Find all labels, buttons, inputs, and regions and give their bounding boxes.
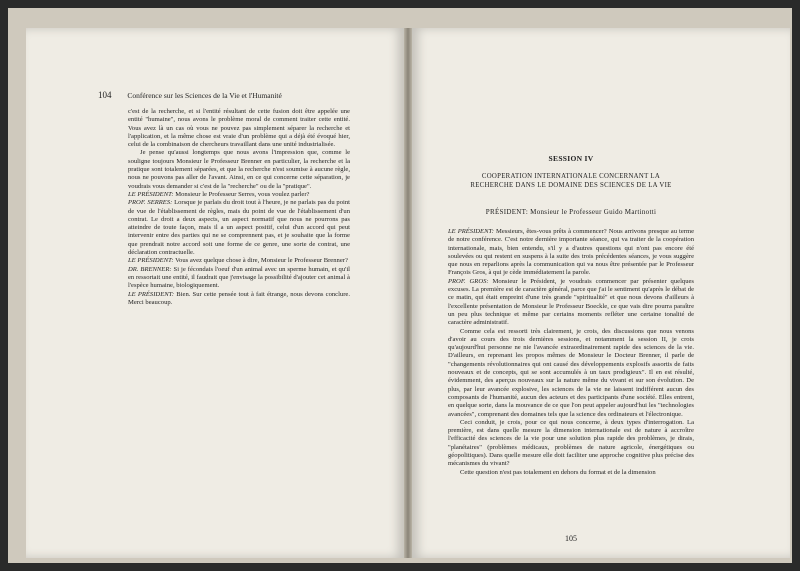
paragraph: Je pense qu'aussi longtemps que nous avons l'impression que, comme le souligne toujours Monsieur le Professeur Brenner en particulier, la recherche et la pratique sont totalement séparées, et que la recherche n'est soumise à aucune règle, nous ne pouvons pas aller de l'avant. Ainsi, en ce qui concerne cette séparation, je voudrais vous demander si c'est de la "recherche" ou de la "pratique".	[128, 149, 350, 190]
session-president: PRÉSIDENT: Monsieur le Professeur Guido Martinotti	[485, 208, 657, 216]
left-page	[26, 28, 404, 558]
page-number-left: 104	[98, 90, 112, 100]
paragraph: Comme cela est ressorti très clairement, je crois, des discussions que nous venons d'avoir au cours des trois dernières sessions, et notamment la session II, je crois qu'aujourd'hui personne ne nie l'avancée extraordinairement rapide des sciences de la vie. D'ailleurs, en reprenant les propos mêmes de Monsieur le Docteur Brenner, il parle de "changements révolutionnaires qui ont causé des développements explosifs assortis de faits nouveaux et de concepts, qui se sont accumulés à un taux prodigieux". Il en est résulté, évidemment, des aperçus nouveaux sur la nature même du vivant et sur son évolution. De plus, par leur avancée explosive, les sciences de la vie ne laissent indifférent aucun des composants de l'humanité, aucun des acteurs et des participants d'une société. Elles entrent, en quelque sorte, dans la mouvance de ce que l'on peut appeler aujourd'hui les "technologies avancées", comprenant des domaines tels que la science des ordinateurs et l'électronique.	[448, 327, 694, 418]
session-subtitle: COOPERATION INTERNATIONALE CONCERNANT LA RECHERCHE DANS LE DOMAINE DES SCIENCES DE LA VIE	[470, 173, 672, 189]
paragraph: LE PRÉSIDENT: Vous avez quelque chose à dire, Monsieur le Professeur Brenner?	[128, 257, 348, 265]
scan-background	[8, 8, 792, 563]
paragraph: PROF. SERRES: Lorsque je parlais du droit tout à l'heure, je ne parlais pas du point de vue de l'établissement de règles, mais du point de vue de l'établissement d'un contrat. Le droit a deux aspects, un aspect normatif que nous ne pourrons pas atteindre de toute façon, mais il a un aspect positif, celui d'un accord qui peut intervenir entre des parties qui ne se comprennent pas, et je souhaite que la forme que prendrait notre accord soit une forme de ce genre, une sorte de contrat, une déclaration contractuelle.	[128, 199, 350, 257]
right-body-text	[448, 228, 694, 477]
open-book	[26, 28, 790, 558]
running-head-title: Conférence sur les Sciences de la Vie et l'Humanité	[127, 91, 282, 100]
left-body-text	[128, 108, 350, 307]
right-page	[412, 28, 790, 558]
session-title: SESSION IV	[548, 154, 594, 163]
paragraph: LE PRÉSIDENT: Monsieur le Professeur Serres, vous voulez parler?	[128, 190, 310, 198]
page-number-right: 105	[565, 534, 577, 543]
paragraph: Ceci conduit, je crois, pour ce qui nous concerne, à deux types d'interrogation. La première, est dans quelle mesure la dimension internationale est de nature à accroître l'efficacité des sciences de la vie pour une solution plus rapide des problèmes, je dirais, "planétaires" (problèmes médicaux, problèmes de nature agricole, énergétiques ou géopolitiques). Dans quelle mesure elle doit faciliter une approche cognitive plus précise des mécanismes du vivant?	[448, 418, 694, 468]
paragraph: Cette question n'est pas totalement en dehors du format et de la dimension	[460, 468, 656, 476]
paragraph: DR. BRENNER: Si je fécondais l'oeuf d'un animal avec un sperme humain, et qu'il en ressortait une entité, il faudrait que j'envisage la possibilité d'ajouter cet animal à l'espèce humaine, biologiquement.	[128, 265, 350, 290]
paragraph: LE PRÉSIDENT: Bien. Sur cette pensée tout à fait étrange, nous devons conclure. Merci beaucoup.	[128, 290, 350, 306]
paragraph: PROF. GROS: Monsieur le Président, je voudrais commencer par présenter quelques excuses. La première est de caractère général, parce que j'ai le sentiment qu'après le débat de ce matin, qui était empreint d'une très grande "spiritualité" et que nous devons d'ailleurs à l'excellente présentation de Monsieur le Professeur Boeckle, ce que vais dire pourra paraître un peu plus technique et même par certains moments refléter une certaine tonalité de caractère administratif.	[448, 277, 694, 327]
paragraph: LE PRÉSIDENT: Messieurs, êtes-vous prêts à commencer? Nous arrivons presque au terme de notre conférence. C'est notre dernière importante séance, qui va traiter de la coopération internationale, mais, bien entendu, s'il y a d'autres questions qui n'ont pas encore été soulevées ou qui restent en suspens à la suite des trois précédentes séances, je vous suggère que nous en reparlions après la communication qui va nous être présentée par le Professeur François Gros, à qui je cède immédiatement la parole.	[448, 228, 694, 277]
running-header	[98, 90, 282, 100]
paragraph: c'est de la recherche, et si l'entité résultant de cette fusion doit être appelée une entité "humaine", nous avons le problème moral de comment traiter cette entité. Vous avez là un cas où vous ne pouvez pas simplement séparer la recherche et l'application, et la même chose est vraie d'un problème qui a déjà été évoqué hier, celui de la combinaison de chercheurs travaillant dans une unité industrialisée.	[128, 108, 350, 149]
book-gutter	[404, 28, 412, 558]
